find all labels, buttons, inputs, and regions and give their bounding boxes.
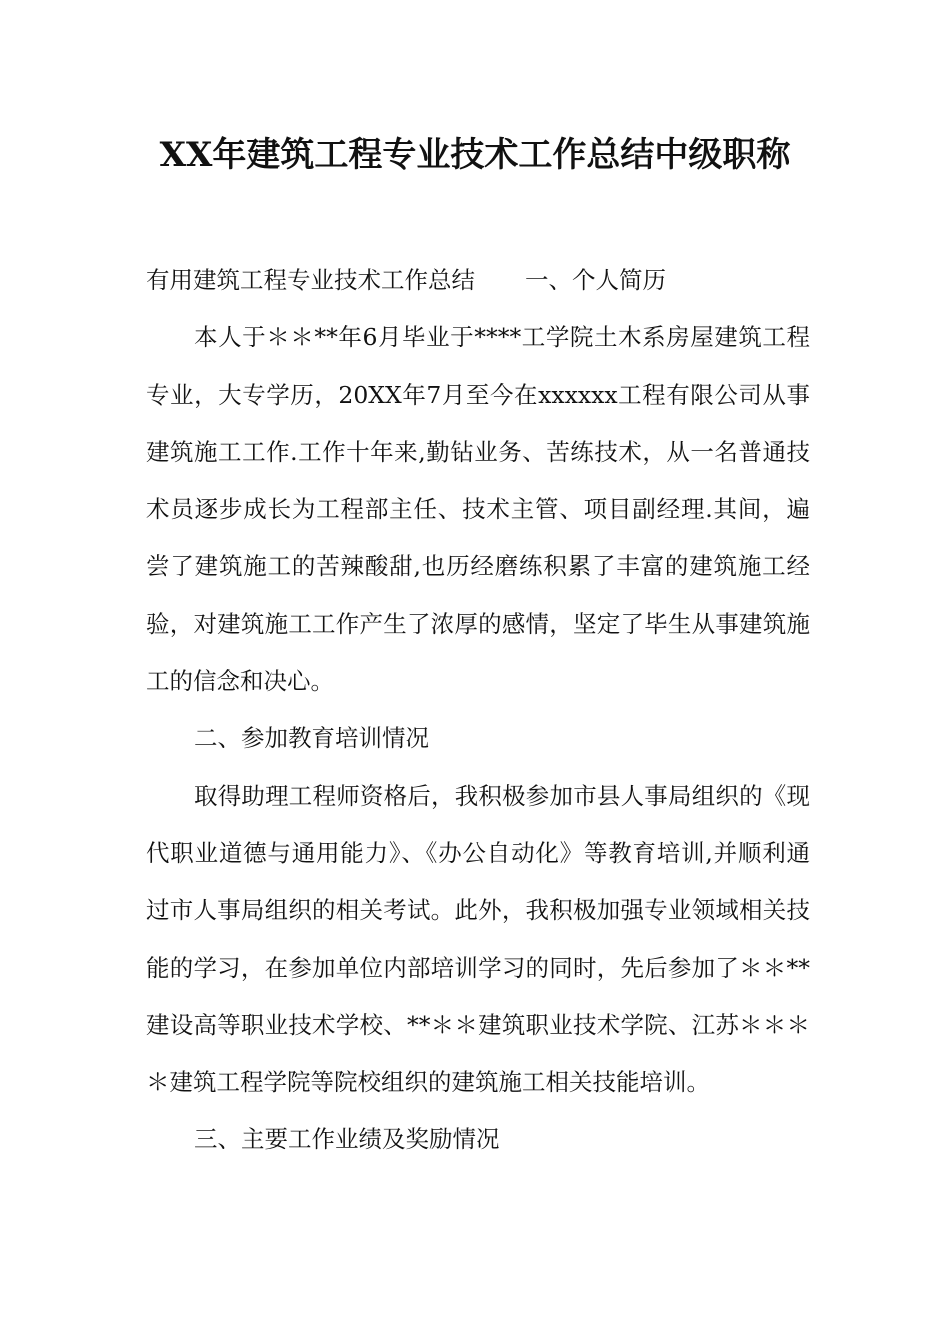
intro-text: 有用建筑工程专业技术工作总结 <box>146 266 475 294</box>
document-title: XX年建筑工程专业技术工作总结中级职称 <box>159 135 791 175</box>
section1-heading: 一、个人简历 <box>525 266 666 294</box>
section2-heading: 二、参加教育培训情况 <box>194 724 429 753</box>
section3-heading: 三、主要工作业绩及奖励情况 <box>194 1125 500 1154</box>
section1-paragraph: 本人于＊＊**年6月毕业于****工学院土木系房屋建筑工程专业，大专学历，20XX年7月至今在xxxxxx工程有限公司从事建筑施工工作.工作十年来,勤钻业务、苦练技术，从一名普通技术员逐步成长为工程部主任、技术主管、项目副经理.其间，遍尝了建筑施工的苦辣酸甜,也历经磨练积累了丰富的建筑施工经验，对建筑施工工作产生了浓厚的感情，坚定了毕生从事建筑施工的信念和决心。 <box>146 323 810 696</box>
document-body <box>146 252 810 1169</box>
intro-line <box>146 252 810 309</box>
section2-paragraph: 取得助理工程师资格后，我积极参加市县人事局组织的《现代职业道德与通用能力》、《办公自动化》等教育培训,并顺利通过市人事局组织的相关考试。此外，我积极加强专业领域相关技能的学习，在参加单位内部培训学习的同时，先后参加了＊＊**建设高等职业技术学校、**＊＊建筑职业技术学院、江苏＊＊＊＊建筑工程学院等院校组织的建筑施工相关技能培训。 <box>146 781 810 1097</box>
